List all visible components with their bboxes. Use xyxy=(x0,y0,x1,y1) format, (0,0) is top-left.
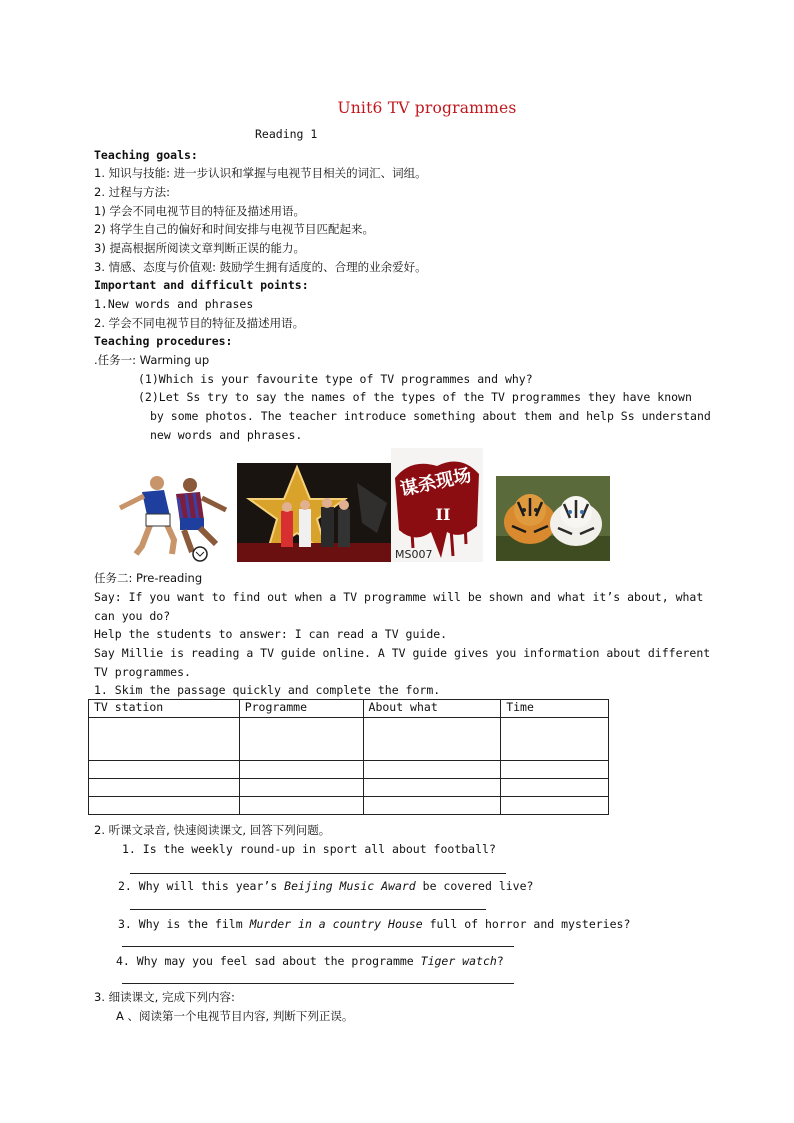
form-header-about-what: About what xyxy=(363,700,501,718)
form-header-row xyxy=(89,700,609,718)
skim-instruction: 1. Skim the passage quickly and complete the form. xyxy=(94,683,441,697)
point-1: 1.New words and phrases xyxy=(94,297,254,311)
photo-murder-poster xyxy=(391,448,483,562)
form-cell[interactable] xyxy=(501,797,609,815)
form-cell[interactable] xyxy=(501,718,609,761)
say-2-line1: Say Millie is reading a TV guide online. A TV guide gives you information about different xyxy=(94,646,711,660)
tv-type-photos xyxy=(112,448,612,563)
form-row xyxy=(89,797,609,815)
poster-code: MS007 xyxy=(395,548,433,561)
listening-heading: 2. 听课文录音, 快速阅读课文, 回答下列问题。 xyxy=(94,823,331,837)
form-cell[interactable] xyxy=(363,779,501,797)
goals-heading: Teaching goals: xyxy=(94,148,198,162)
form-cell[interactable] xyxy=(239,761,363,779)
warmup-question-2-line1: (2)Let Ss try to say the names of the types of the TV programmes they have known xyxy=(138,390,692,404)
goal-process-3: 3) 提高根据所阅读文章判断正误的能力。 xyxy=(94,241,305,255)
warmup-question-2-line2: by some photos. The teacher introduce something about them and help Ss understand xyxy=(150,409,711,423)
goal-process-2: 2) 将学生自己的偏好和时间安排与电视节目匹配起来。 xyxy=(94,222,374,236)
form-cell[interactable] xyxy=(89,779,240,797)
form-row xyxy=(89,761,609,779)
listening-question-3: 3. Why is the film Murder in a country House full of horror and mysteries? xyxy=(118,917,631,931)
say-1-line1: Say: If you want to find out when a TV programme will be shown and what it’s about, what xyxy=(94,590,704,604)
poster-numeral: II xyxy=(435,505,451,524)
say-2-line2: TV programmes. xyxy=(94,665,191,679)
task1-heading: .任务一: Warming up xyxy=(94,353,210,367)
answer-line-3[interactable] xyxy=(122,946,514,947)
warmup-question-1: (1)Which is your favourite type of TV programmes and why? xyxy=(138,372,533,386)
form-cell[interactable] xyxy=(89,718,240,761)
procedures-heading: Teaching procedures: xyxy=(94,334,233,348)
listening-question-2: 2. Why will this year’s Beijing Music Award be covered live? xyxy=(118,879,534,893)
form-cell[interactable] xyxy=(363,718,501,761)
form-header-programme: Programme xyxy=(239,700,363,718)
form-header-tv-station: TV station xyxy=(89,700,240,718)
page-title: Unit6 TV programmes xyxy=(337,99,517,117)
poster-title-text: 谋杀现场 xyxy=(398,464,474,501)
form-cell[interactable] xyxy=(89,761,240,779)
form-cell[interactable] xyxy=(501,761,609,779)
listening-question-1: 1. Is the weekly round-up in sport all about football? xyxy=(122,842,496,856)
detail-item-a: A 、阅读第一个电视节目内容, 判断下列正误。 xyxy=(116,1009,354,1023)
form-cell[interactable] xyxy=(239,779,363,797)
goal-attitude: 3. 情感、态度与价值观: 鼓励学生拥有适度的、合理的业余爱好。 xyxy=(94,260,427,274)
form-cell[interactable] xyxy=(363,761,501,779)
answer-line-1[interactable] xyxy=(130,873,506,874)
form-cell[interactable] xyxy=(239,797,363,815)
photo-football xyxy=(112,468,234,562)
warmup-question-2-line3: new words and phrases. xyxy=(150,428,303,442)
page-subtitle: Reading 1 xyxy=(255,127,318,141)
form-cell[interactable] xyxy=(363,797,501,815)
say-1-line2: can you do? xyxy=(94,609,171,623)
answer-line-4[interactable] xyxy=(122,983,514,984)
photo-tigers xyxy=(496,476,610,561)
form-cell[interactable] xyxy=(501,779,609,797)
photo-award-show xyxy=(237,463,391,562)
form-cell[interactable] xyxy=(239,718,363,761)
detail-heading: 3. 细读课文, 完成下列内容: xyxy=(94,990,235,1004)
task2-heading: 任务二: Pre-reading xyxy=(94,571,203,585)
answer-line-2[interactable] xyxy=(130,909,486,910)
points-heading: Important and difficult points: xyxy=(94,278,309,292)
goal-process: 2. 过程与方法: xyxy=(94,185,171,199)
form-row xyxy=(89,779,609,797)
listening-question-4: 4. Why may you feel sad about the programme Tiger watch? xyxy=(116,954,504,968)
form-row xyxy=(89,718,609,761)
form-header-time: Time xyxy=(501,700,609,718)
goal-process-1: 1) 学会不同电视节目的特征及描述用语。 xyxy=(94,204,305,218)
form-cell[interactable] xyxy=(89,797,240,815)
tv-guide-form xyxy=(88,699,609,815)
help-answer: Help the students to answer: I can read a TV guide. xyxy=(94,627,448,641)
point-2: 2. 学会不同电视节目的特征及描述用语。 xyxy=(94,316,305,330)
goal-knowledge: 1. 知识与技能: 进一步认识和掌握与电视节目相关的词汇、词组。 xyxy=(94,166,427,180)
